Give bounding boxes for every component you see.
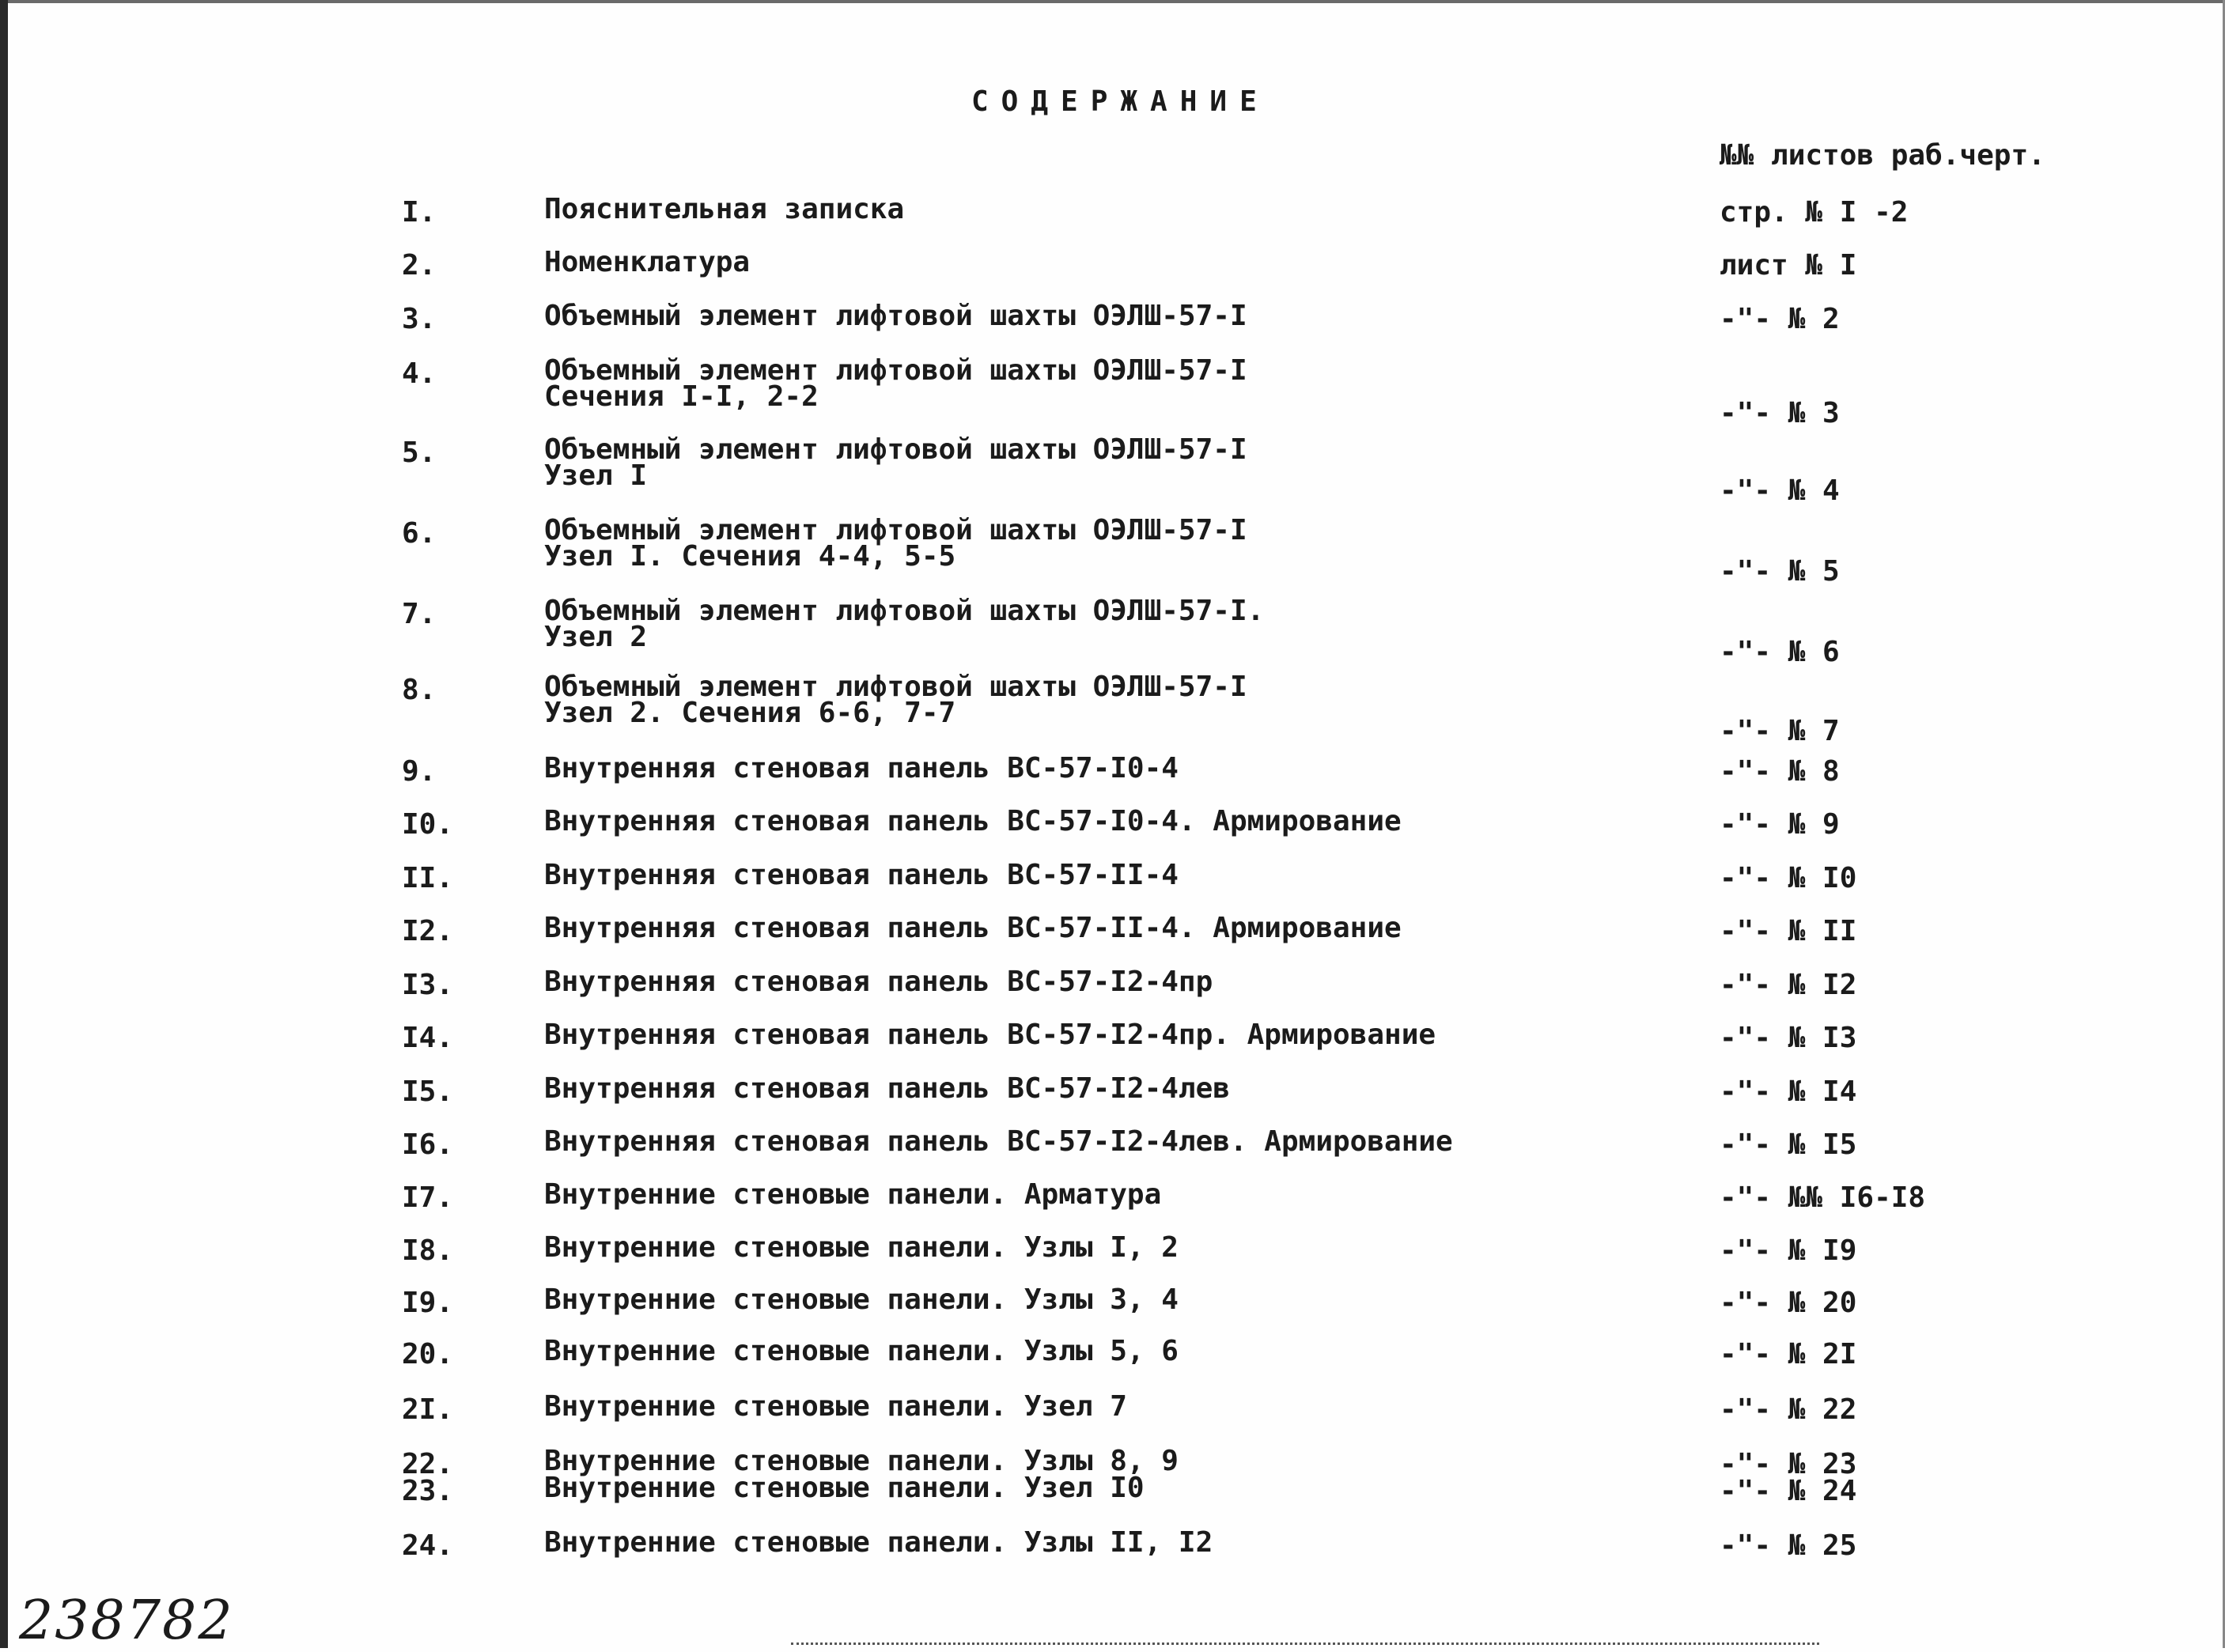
scan-border-top (0, 0, 2225, 3)
row-title-line: Внутренние стеновые панели. Узлы 8, 9 (544, 1445, 1179, 1477)
row-title-line: Внутренняя стеновая панель ВС-57-I0-4. Армирование (544, 805, 1402, 837)
row-sheet-reference: -"- № 8 (1720, 755, 1840, 788)
row-title-line: Объемный элемент лифтовой шахты ОЭЛШ-57-I. (544, 595, 1265, 627)
row-number: 22. (402, 1448, 454, 1480)
row-sheet-reference: -"- № 2 (1720, 303, 1840, 335)
row-sheet-reference: -"- № I9 (1720, 1234, 1857, 1267)
row-title-line: Внутренние стеновые панели. Узлы I, 2 (544, 1231, 1179, 1264)
row-title (544, 1178, 1162, 1211)
row-number: I8. (402, 1234, 454, 1267)
row-title (544, 1231, 1179, 1264)
row-title-line: Номенклатура (544, 246, 751, 278)
row-title (544, 193, 905, 225)
row-sheet-reference: лист № I (1720, 249, 1857, 282)
row-number: 4. (402, 357, 437, 390)
row-title-line: Объемный элемент лифтовой шахты ОЭЛШ-57-I (544, 514, 1247, 546)
row-number: I3. (402, 969, 454, 1001)
sheet-column-header: №№ листов раб.черт. (1720, 139, 2045, 172)
row-title (544, 300, 1247, 332)
row-number: I9. (402, 1287, 454, 1319)
row-title-line: Узел 2. Сечения 6-6, 7-7 (544, 697, 956, 729)
row-number: 23. (402, 1475, 454, 1507)
row-number: I7. (402, 1181, 454, 1214)
row-sheet-reference: -"- № 23 (1720, 1448, 1857, 1480)
row-number: I2. (402, 915, 454, 947)
row-number: I6. (402, 1128, 454, 1161)
row-sheet-reference: -"- №№ I6-I8 (1720, 1181, 1926, 1214)
row-title (544, 752, 1179, 784)
row-sheet-reference: -"- № 6 (1720, 636, 1840, 668)
row-title-line: Внутренняя стеновая панель ВС-57-I0-4 (544, 752, 1179, 784)
row-title-line: Объемный элемент лифтовой шахты ОЭЛШ-57-I (544, 354, 1247, 387)
row-title (544, 433, 1247, 492)
row-title-line: Внутренние стеновые панели. Узел I0 (544, 1472, 1145, 1504)
row-number: 9. (402, 755, 437, 788)
row-sheet-reference: -"- № 24 (1720, 1475, 1857, 1507)
row-title (544, 1335, 1179, 1367)
row-sheet-reference: -"- № I3 (1720, 1022, 1857, 1054)
row-title (544, 1019, 1436, 1051)
row-title-line: Внутренняя стеновая панель ВС-57-II-4 (544, 859, 1179, 891)
row-title-line: Внутренние стеновые панели. Узел 7 (544, 1390, 1127, 1423)
row-title (544, 966, 1213, 998)
row-title-line: Внутренняя стеновая панель ВС-57-I2-4лев. Армирование (544, 1125, 1453, 1158)
row-number: 24. (402, 1529, 454, 1562)
row-title-line: Объемный элемент лифтовой шахты ОЭЛШ-57-I (544, 300, 1247, 332)
row-sheet-reference: -"- № 25 (1720, 1529, 1857, 1562)
row-title-line: Внутренняя стеновая панель ВС-57-II-4. Армирование (544, 912, 1402, 944)
row-number: 6. (402, 517, 437, 550)
row-sheet-reference: -"- № 5 (1720, 555, 1840, 588)
row-number: II. (402, 862, 454, 894)
row-number: 20. (402, 1338, 454, 1370)
row-sheet-reference: -"- № 2I (1720, 1338, 1857, 1370)
row-sheet-reference: -"- № 22 (1720, 1393, 1857, 1426)
row-number: I. (402, 196, 437, 229)
row-title-line: Внутренняя стеновая панель ВС-57-I2-4пр (544, 966, 1213, 998)
row-title (544, 1283, 1179, 1316)
row-title-line: Внутренняя стеновая панель ВС-57-I2-4лев (544, 1072, 1230, 1105)
row-sheet-reference: -"- № I0 (1720, 862, 1857, 894)
row-sheet-reference: -"- № 7 (1720, 715, 1840, 747)
row-title (544, 354, 1247, 413)
row-title-line: Узел I (544, 459, 648, 492)
row-sheet-reference: -"- № 20 (1720, 1287, 1857, 1319)
row-sheet-reference: стр. № I -2 (1720, 196, 1909, 229)
row-sheet-reference: -"- № 4 (1720, 474, 1840, 507)
row-title-line: Объемный элемент лифтовой шахты ОЭЛШ-57-I (544, 433, 1247, 466)
row-sheet-reference: -"- № I5 (1720, 1128, 1857, 1161)
row-sheet-reference: -"- № I2 (1720, 969, 1857, 1001)
row-title-line: Внутренние стеновые панели. Арматура (544, 1178, 1162, 1211)
row-title (544, 859, 1179, 891)
row-title-line: Пояснительная записка (544, 193, 905, 225)
row-sheet-reference: -"- № I4 (1720, 1076, 1857, 1108)
row-sheet-reference: -"- № II (1720, 915, 1857, 947)
row-title-line: Сечения I-I, 2-2 (544, 380, 819, 413)
row-number: 5. (402, 437, 437, 469)
row-title-line: Внутренние стеновые панели. Узлы 5, 6 (544, 1335, 1179, 1367)
row-number: 7. (402, 598, 437, 630)
row-title (544, 1125, 1453, 1158)
row-title-line: Внутренние стеновые панели. Узлы II, I2 (544, 1526, 1213, 1559)
row-title-line: Объемный элемент лифтовой шахты ОЭЛШ-57-I (544, 671, 1247, 703)
row-number: 2. (402, 249, 437, 282)
row-title (544, 1526, 1213, 1559)
row-sheet-reference: -"- № 9 (1720, 808, 1840, 841)
document-title: СОДЕРЖАНИЕ (971, 85, 1270, 118)
row-title (544, 805, 1402, 837)
row-title-line: Внутренняя стеновая панель ВС-57-I2-4пр. Армирование (544, 1019, 1436, 1051)
row-title (544, 1445, 1179, 1477)
bottom-rule (791, 1643, 1819, 1645)
row-number: I5. (402, 1076, 454, 1108)
row-title (544, 671, 1247, 729)
row-number: I4. (402, 1022, 454, 1054)
row-number: 3. (402, 303, 437, 335)
row-title (544, 1072, 1230, 1105)
row-title (544, 595, 1265, 653)
row-title (544, 912, 1402, 944)
row-title (544, 246, 751, 278)
scan-border-left (0, 0, 8, 1648)
row-title-line: Узел I. Сечения 4-4, 5-5 (544, 540, 956, 573)
row-number: 8. (402, 674, 437, 706)
row-sheet-reference: -"- № 3 (1720, 397, 1840, 429)
row-title-line: Узел 2 (544, 621, 648, 653)
row-number: I0. (402, 808, 454, 841)
row-title (544, 1472, 1145, 1504)
row-title (544, 1390, 1127, 1423)
inventory-number: 238782 (19, 1590, 234, 1652)
row-title-line: Внутренние стеновые панели. Узлы 3, 4 (544, 1283, 1179, 1316)
row-title (544, 514, 1247, 573)
row-number: 2I. (402, 1393, 454, 1426)
